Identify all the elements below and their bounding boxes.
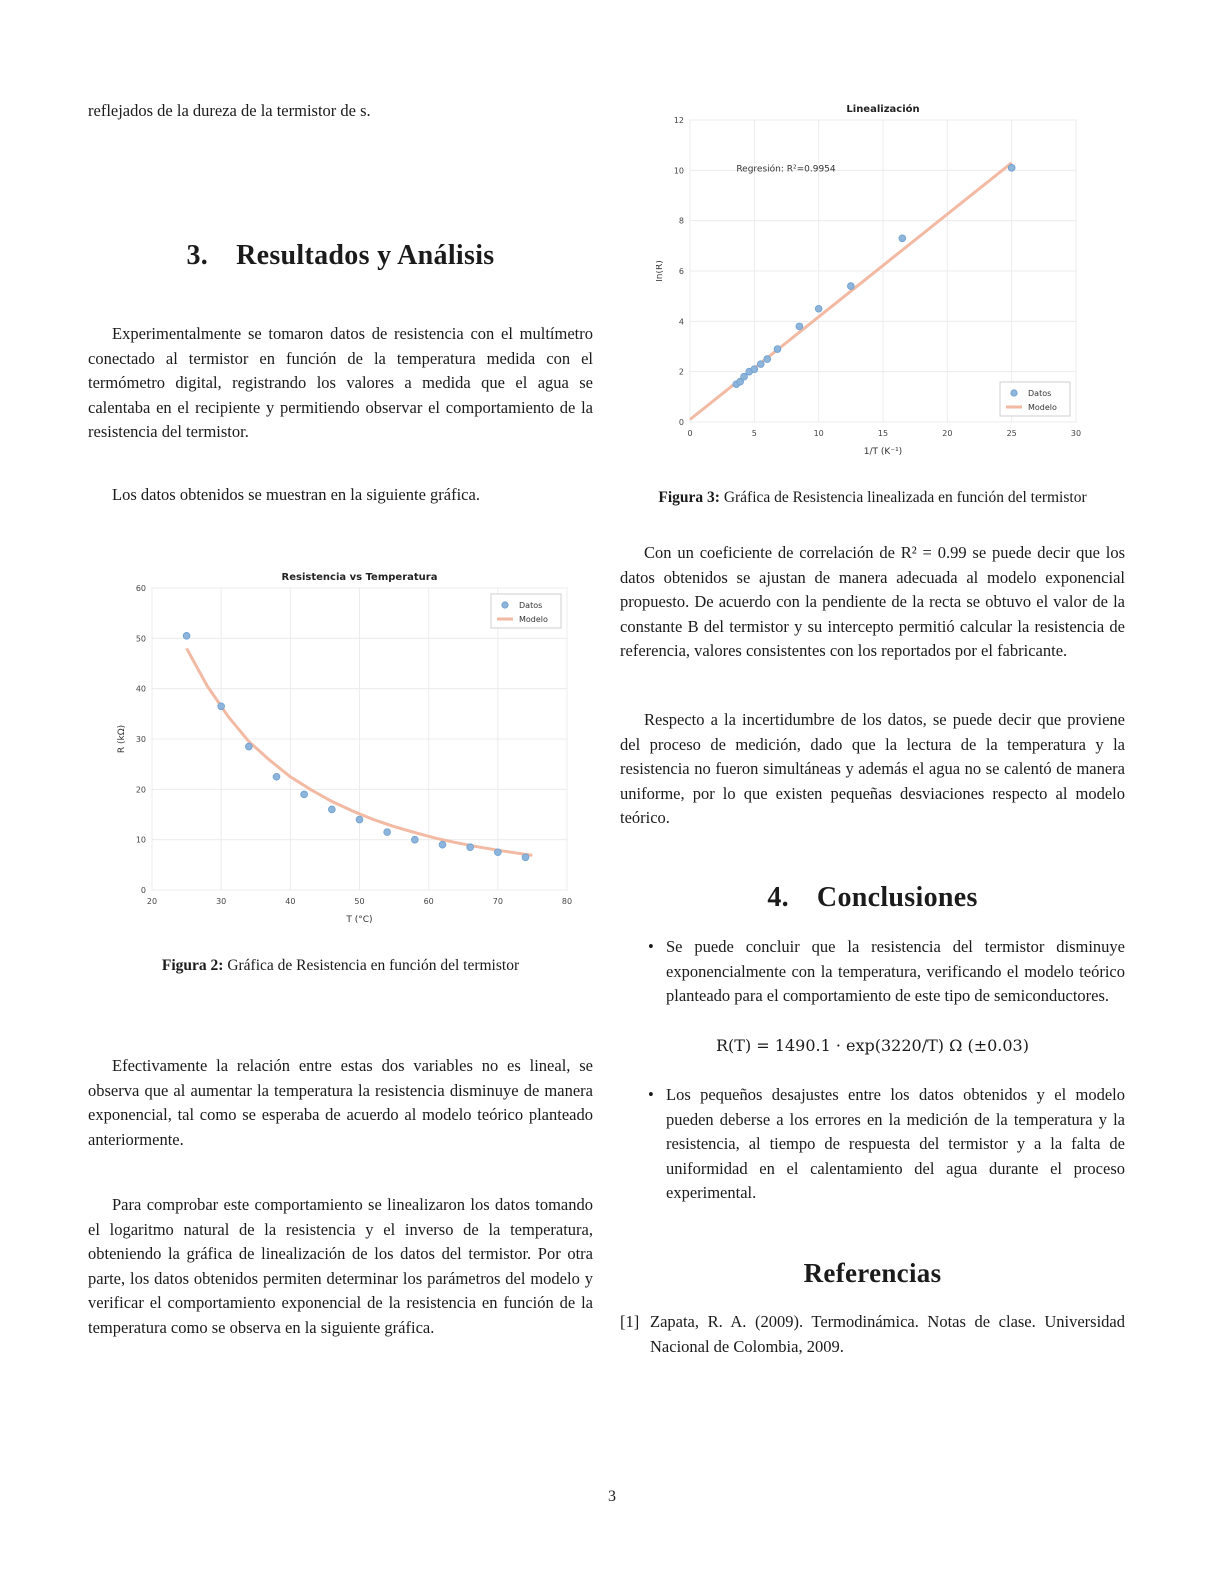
- data-point: [757, 361, 764, 368]
- x-tick-label: 30: [216, 897, 227, 906]
- section-number: 4.: [767, 882, 789, 913]
- y-tick-label: 2: [678, 367, 684, 377]
- x-tick-label: 30: [1070, 429, 1082, 438]
- data-point: [183, 632, 190, 639]
- reference-label: [1]: [620, 1312, 640, 1331]
- y-axis-label: ln(R): [656, 260, 665, 282]
- legend-label-modelo: Modelo: [1028, 403, 1057, 412]
- y-tick-label: 12: [673, 116, 684, 125]
- chart-title: Linealización: [846, 104, 920, 115]
- data-point: [741, 373, 748, 380]
- legend-label-datos: Datos: [1028, 389, 1052, 398]
- x-tick-label: 0: [687, 429, 693, 438]
- y-tick-label: 60: [135, 584, 146, 593]
- y-tick-label: 50: [135, 634, 146, 644]
- section-title-text: Resultados y Análisis: [236, 240, 495, 271]
- data-point: [439, 841, 446, 848]
- y-tick-label: 10: [135, 835, 146, 845]
- data-point: [328, 806, 335, 813]
- caption-text: Gráfica de Resistencia linealizada en función del termistor: [723, 489, 1087, 506]
- figure-3: [656, 98, 1126, 473]
- x-tick-label: 70: [492, 897, 503, 906]
- data-point: [522, 854, 529, 861]
- data-point: [218, 703, 225, 710]
- data-point: [467, 844, 474, 851]
- references-title: Referencias: [803, 1258, 942, 1288]
- data-point: [494, 849, 501, 856]
- x-axis-label: T (°C): [346, 915, 373, 925]
- data-point: [815, 305, 822, 312]
- section-number: 3.: [186, 240, 209, 271]
- legend-label-modelo: Modelo: [519, 615, 548, 624]
- intro-line: reflejados de la dureza de la termistor de s.: [88, 101, 371, 120]
- reference-item: [620, 1310, 1125, 1359]
- reference-text: Zapata, R. A. (2009). Termodinámica. Notas de clase. Universidad Nacional de Colombia, 2009.: [650, 1312, 1125, 1356]
- x-tick-label: 20: [942, 429, 953, 438]
- data-point: [411, 836, 418, 843]
- conclusion-item: • Se puede concluir que la resistencia del termistor disminuye exponencialmente con la temperatura, verificando el modelo teórico planteado para el comportamiento de este tipo de semiconductores.: [620, 935, 1125, 1009]
- x-tick-label: 10: [813, 429, 824, 438]
- y-tick-label: 20: [135, 785, 146, 795]
- chart-linearization: [656, 98, 1126, 473]
- model-equation: R(T) = 1490.1 · exp(3220/T) Ω (±0.03): [716, 1036, 1029, 1055]
- legend-marker-datos: [1011, 390, 1017, 396]
- data-point: [899, 235, 906, 242]
- y-tick-label: 10: [673, 166, 684, 176]
- legend-marker-datos: [502, 602, 508, 608]
- y-tick-label: 40: [135, 684, 146, 694]
- data-point: [796, 323, 803, 330]
- y-tick-label: 0: [678, 418, 684, 427]
- results-paragraph-4: Para comprobar este comportamiento se linealizaron los datos tomando el logaritmo natural de la resistencia y el inverso de la temperatura, obteniendo la gráfica de linealización de los datos del termistor. Por otra parte, los datos obtenidos permiten determinar los parámetros del modelo y verificar el comportamiento exponencial de la resistencia en función de la temperatura como se observa en la siguiente gráfica.: [88, 1195, 593, 1337]
- y-tick-label: 30: [135, 735, 146, 744]
- y-tick-label: 4: [678, 317, 684, 327]
- data-point: [774, 346, 781, 353]
- chart-annotation: Regresión: R²=0.9954: [736, 164, 836, 175]
- data-point: [751, 366, 758, 373]
- results-paragraph-1: Experimentalmente se tomaron datos de resistencia con el multímetro conectado al termistor en función de la temperatura medida con el termómetro digital, registrando los valores a medida que el agua se calentaba en el recipiente y permitiendo observar el comportamiento de la resistencia del termistor.: [88, 324, 593, 441]
- data-point: [273, 773, 280, 780]
- legend-label-datos: Datos: [519, 601, 543, 610]
- x-tick-label: 15: [877, 429, 889, 438]
- x-tick-label: 60: [423, 897, 434, 906]
- x-tick-label: 80: [561, 897, 573, 906]
- figure-2: [114, 568, 594, 938]
- data-point: [847, 283, 854, 290]
- results-paragraph-3: Efectivamente la relación entre estas dos variables no es lineal, se observa que al aumentar la temperatura la resistencia disminuye de manera exponencial, tal como se esperaba de acuerdo al modelo teórico planteado anteriormente.: [88, 1056, 593, 1149]
- caption-label: Figura 3:: [658, 489, 720, 506]
- conclusions-list-1: [620, 935, 1125, 1009]
- analysis-paragraph-1: Con un coeficiente de correlación de R² = 0.99 se puede decir que los datos obtenidos se ajustan de manera adecuada al modelo exponencial propuesto. De acuerdo con la pendiente de la recta se obtuvo el valor de la constante B del termistor y su intercepto permitió calcular la resistencia de referencia, valores consistentes con los reportados por el fabricante.: [620, 543, 1125, 660]
- x-tick-label: 50: [354, 897, 365, 906]
- section-title-conclusions: [620, 882, 1125, 914]
- x-tick-label: 5: [751, 429, 757, 438]
- x-axis-label: 1/T (K⁻¹): [863, 447, 903, 457]
- data-point: [301, 791, 308, 798]
- figure-3-caption: [620, 489, 1125, 507]
- y-axis-label: R (kΩ): [117, 724, 127, 754]
- x-tick-label: 40: [285, 897, 296, 906]
- data-point: [356, 816, 363, 823]
- figure-2-caption: [88, 957, 593, 975]
- y-tick-label: 6: [678, 267, 684, 276]
- caption-text: Gráfica de Resistencia en función del termistor: [227, 957, 520, 974]
- chart-resistance-temperature: [114, 568, 594, 938]
- conclusions-list-2: [620, 1083, 1125, 1206]
- page-number: 3: [608, 1488, 616, 1505]
- y-tick-label: 0: [140, 886, 146, 895]
- data-point: [384, 829, 391, 836]
- section-title-text: Conclusiones: [816, 882, 978, 913]
- caption-label: Figura 2:: [161, 957, 224, 974]
- x-tick-label: 20: [146, 897, 158, 906]
- x-tick-label: 25: [1006, 429, 1017, 438]
- data-point: [764, 356, 771, 363]
- results-paragraph-2: Los datos obtenidos se muestran en la siguiente gráfica.: [112, 485, 480, 504]
- data-point: [245, 743, 252, 750]
- conclusion-item: • Los pequeños desajustes entre los datos obtenidos y el modelo pueden deberse a los errores en la medición de la temperatura y la resistencia, al tiempo de respuesta del termistor y a la falta de uniformidad en el calentamiento del agua durante el proceso experimental.: [620, 1083, 1125, 1206]
- analysis-paragraph-2: Respecto a la incertidumbre de los datos, se puede decir que proviene del proceso de medición, dado que la lectura de la temperatura y la resistencia no fueron simultáneas y además el agua no se calentó de manera uniforme, por lo que existen pequeñas desviaciones respecto al modelo teórico.: [620, 710, 1125, 827]
- chart-title: Resistencia vs Temperatura: [281, 572, 438, 583]
- y-tick-label: 8: [678, 216, 684, 226]
- data-point: [1008, 164, 1015, 171]
- section-title-results: [88, 240, 593, 272]
